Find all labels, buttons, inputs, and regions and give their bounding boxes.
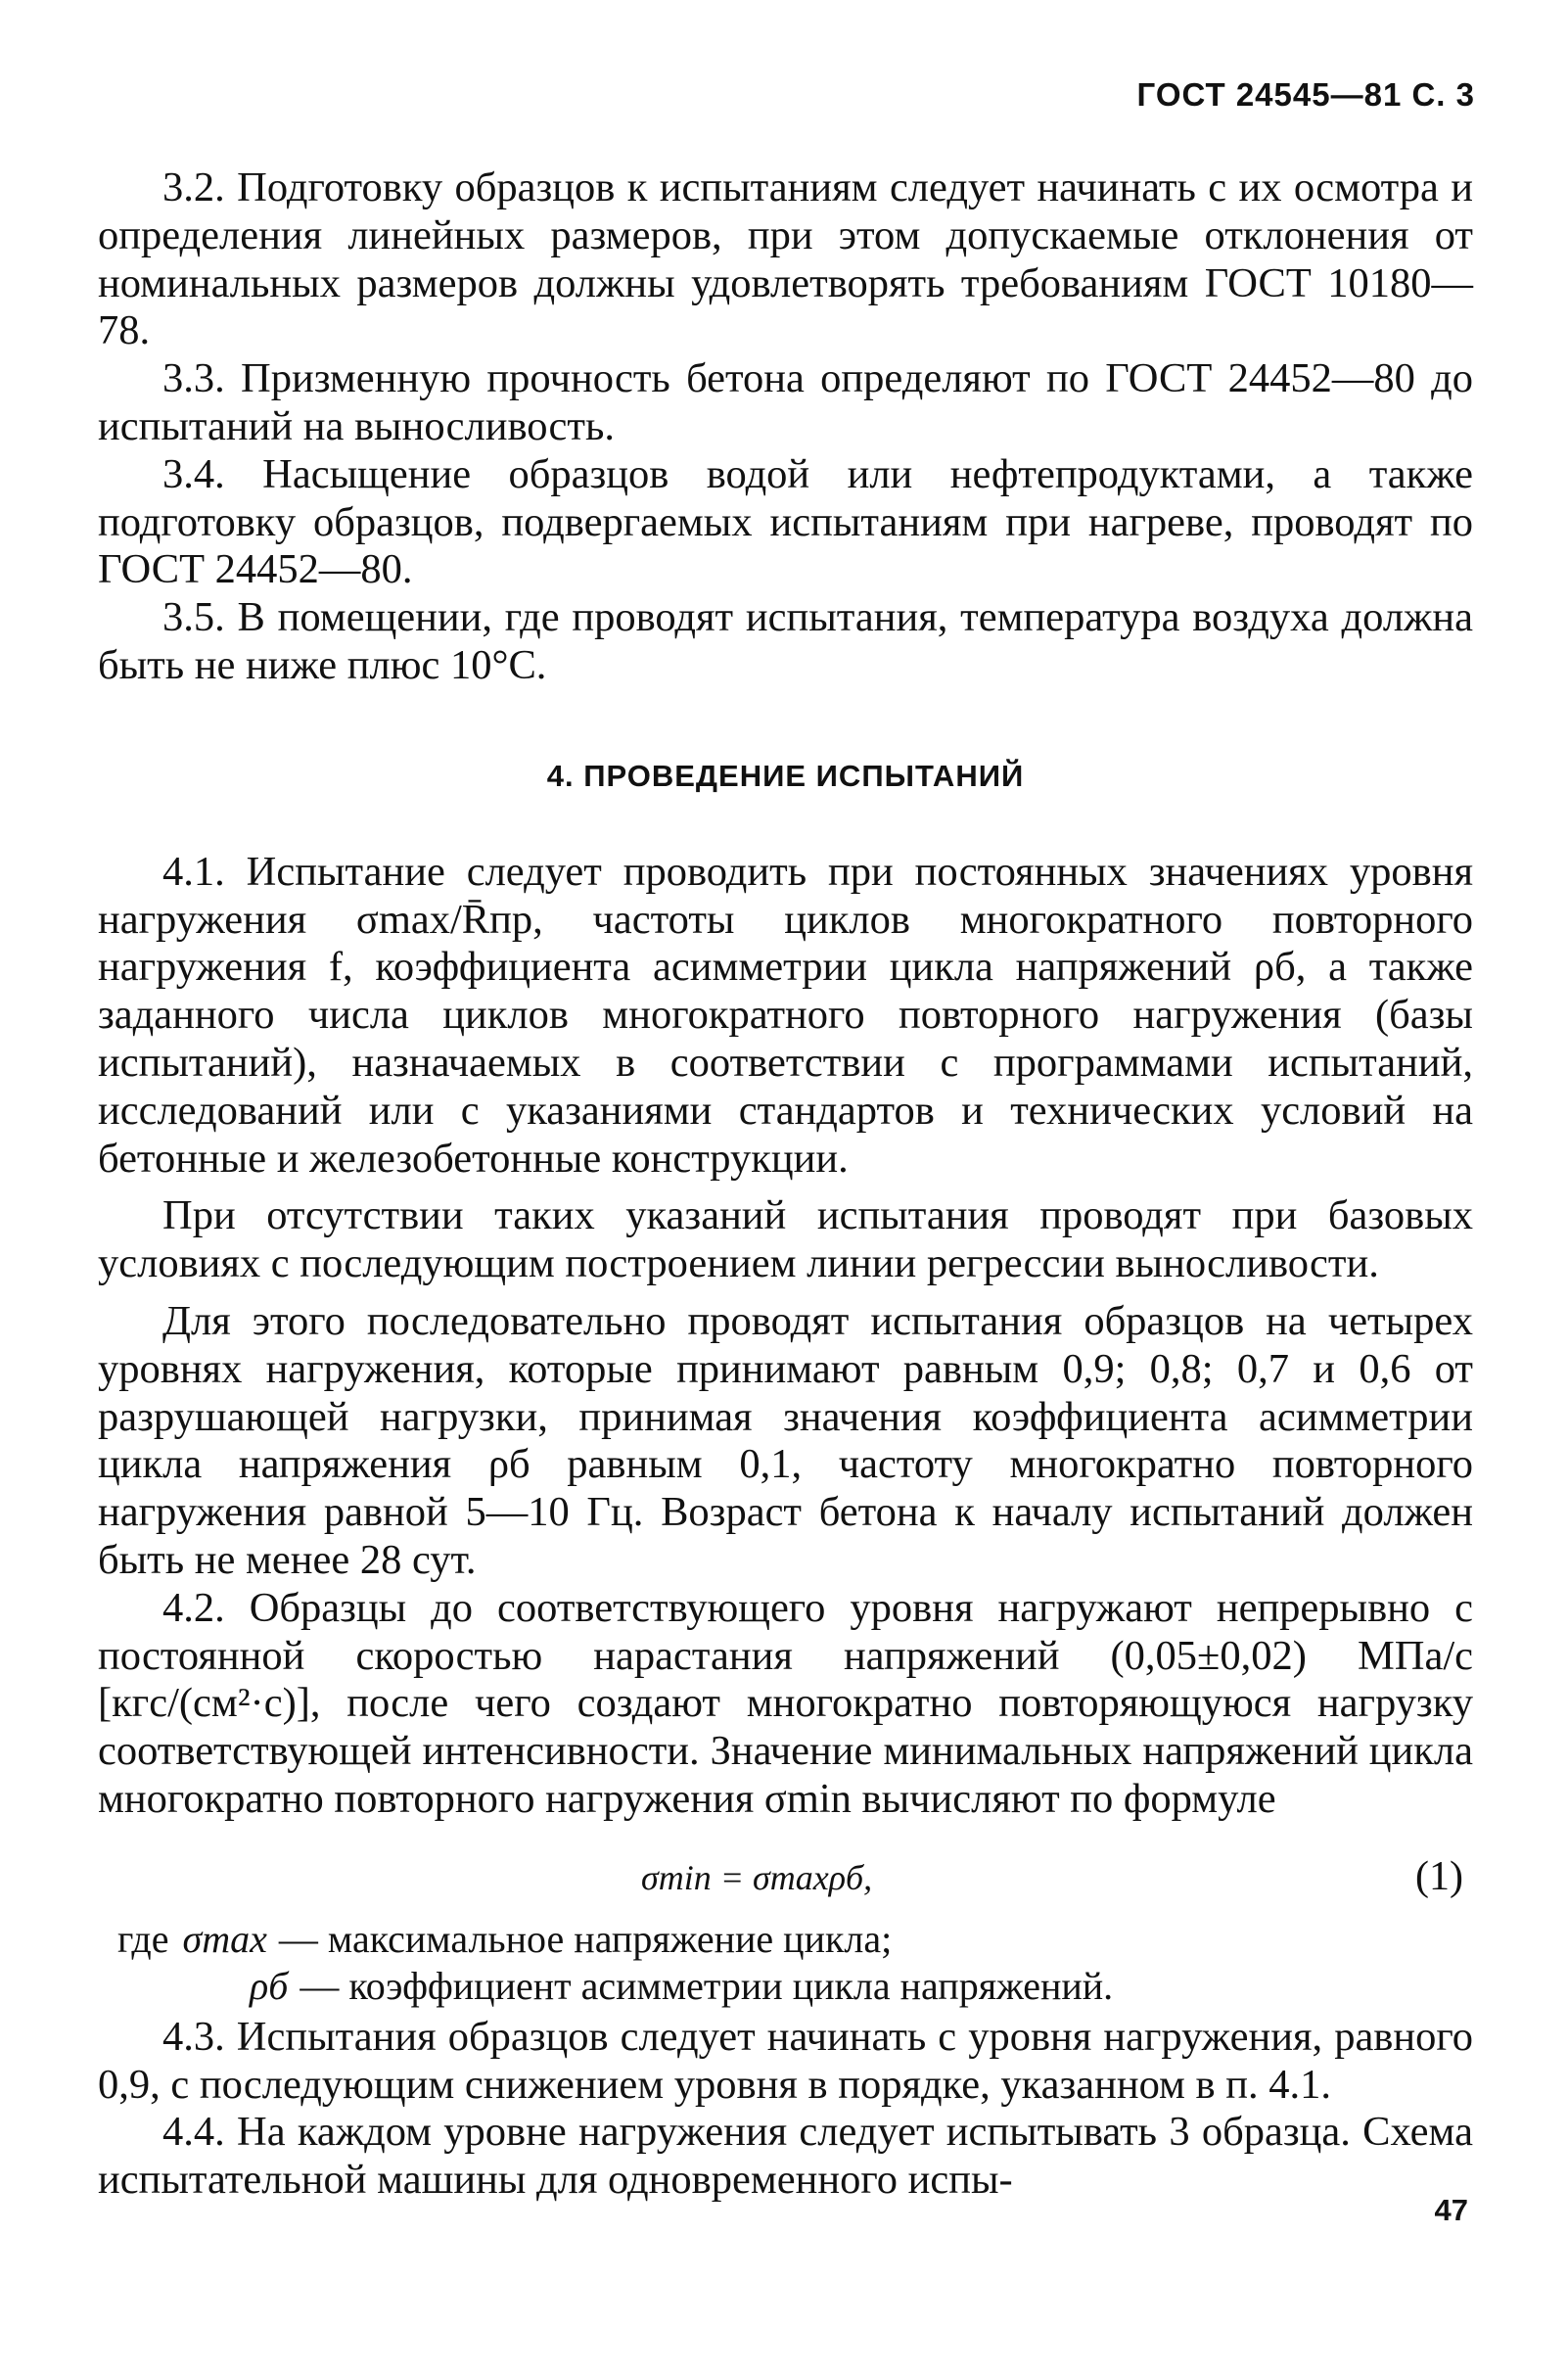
paragraph-no-instructions: При отсутствии таких указаний испытания проводят при базовых условиях с последующим построением линии регрессии выносливости.: [98, 1192, 1473, 1287]
paragraph-4-1: 4.1. Испытание следует проводить при постоянных значениях уровня нагружения σmax/R̄пр, частоты циклов многократного повторного нагружения f, коэффициента асимметрии цикла напряжений ρб, а также заданного числа циклов многократного повторного нагружения (базы испытаний), назначаемых в соответствии с программами испытаний, исследований или с указаниями стандартов и технических условий на бетонные и железобетонные конструкции.: [98, 848, 1473, 1182]
paragraph-3-5: 3.5. В помещении, где проводят испытания, температура воздуха должна быть не ниже плюс 10°С.: [98, 594, 1473, 688]
legend-row-rho: [98, 1963, 1473, 2010]
legend-description: — коэффициент асимметрии цикла напряжений.: [300, 1963, 1114, 2008]
legend-row-sigma-max: [98, 1916, 1473, 1963]
section-title: 4. ПРОВЕДЕНИЕ ИСПЫТАНИЙ: [546, 758, 1025, 793]
paragraph-4-3: 4.3. Испытания образцов следует начинать с уровня нагружения, равного 0,9, с последующим снижением уровня в порядке, указанном в п. 4.1.: [98, 2013, 1473, 2108]
legend-symbol: ρб: [250, 1963, 289, 2008]
formula-row: [98, 1847, 1473, 1908]
paragraph-3-4: 3.4. Насыщение образцов водой или нефтепродуктами, а также подготовку образцов, подвергаемых испытаниям при нагреве, проводят по ГОСТ 24452—80.: [98, 450, 1473, 593]
paragraph-4-2: 4.2. Образцы до соответствующего уровня нагружают непрерывно с постоянной скоростью нарастания напряжений (0,05±0,02) МПа/с [кгс/(см²·с)], после чего создают многократно повторяющуюся нагрузку соответствующей интенсивности. Значение минимальных напряжений цикла многократно повторного нагружения σmin вычисляют по формуле: [98, 1584, 1473, 1822]
paragraph-3-3: 3.3. Призменную прочность бетона определяют по ГОСТ 24452—80 до испытаний на выносливость.: [98, 355, 1473, 449]
page-body: [98, 164, 1473, 2205]
legend-description: — максимальное напряжение цикла;: [278, 1916, 893, 1961]
formula-legend: [98, 1916, 1473, 2010]
legend-lead: где: [117, 1916, 169, 1961]
page-number: 47: [1434, 2193, 1468, 2227]
paragraph-4-4: 4.4. На каждом уровне нагружения следует испытывать 3 образца. Схема испытательной машины для одновременного испы-: [98, 2109, 1473, 2204]
formula: σmin = σmaxρб,: [641, 1857, 873, 1897]
formula-number: (1): [1415, 1853, 1463, 1899]
legend-symbol: σmax: [182, 1916, 267, 1961]
paragraph-3-2: 3.2. Подготовку образцов к испытаниям следует начинать с их осмотра и определения линейных размеров, при этом допускаемые отклонения от номинальных размеров должны удовлетворять требованиям ГОСТ 10180—78.: [98, 164, 1473, 354]
running-head: ГОСТ 24545—81 С. 3: [1136, 76, 1475, 113]
paragraph-load-levels: Для этого последовательно проводят испытания образцов на четырех уровнях нагружения, которые принимают равным 0,9; 0,8; 0,7 и 0,6 от разрушающей нагрузки, принимая значения коэффициента асимметрии цикла напряжения ρб равным 0,1, частоту многократно повторного нагружения равной 5—10 Гц. Возраст бетона к началу испытаний должен быть не менее 28 сут.: [98, 1297, 1473, 1583]
